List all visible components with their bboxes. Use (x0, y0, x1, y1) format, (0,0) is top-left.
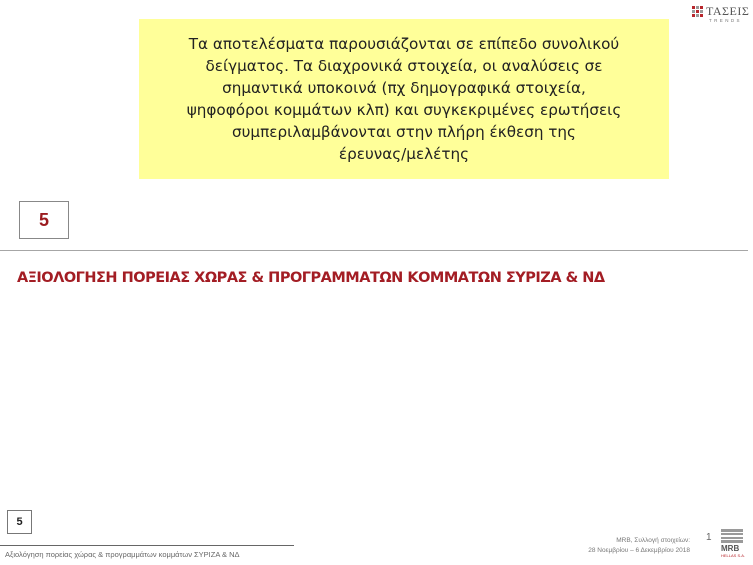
note-box (139, 19, 669, 179)
note-line: δείγματος. Τα διαχρονικά στοιχεία, οι αναλύσεις σε (205, 57, 603, 75)
section-title: ΑΞΙΟΛΟΓΗΣΗ ΠΟΡΕΙΑΣ ΧΩΡΑΣ & ΠΡΟΓΡΑΜΜΑΤΩΝ ΚΟΜΜΑΤΩΝ ΣΥΡΙΖΑ & ΝΔ (17, 270, 605, 286)
footer-title: Αξιολόγηση πορείας χώρας & προγραμμάτων κομμάτων ΣΥΡΙΖΑ & ΝΔ (5, 550, 240, 559)
note-line: έρευνας/μελέτης (338, 145, 470, 163)
note-line: Τα αποτελέσματα παρουσιάζονται σε επίπεδο συνολικού (188, 35, 620, 53)
logo-name: ΤΑΣΕΙΣ (706, 4, 750, 18)
footer-source-line2: 28 Νοεμβρίου – 6 Δεκεμβρίου 2018 (588, 547, 690, 554)
section-number-box (19, 201, 69, 239)
page-number: 1 (706, 532, 712, 543)
tasis-trends-logo (692, 4, 750, 26)
note-line: σημαντικά υποκοινά (πχ δημογραφικά στοιχεία, (222, 79, 586, 97)
logo-sub: TRENDS (709, 18, 742, 23)
footer-source (588, 536, 690, 556)
footer-divider (0, 545, 294, 546)
note-line: συμπεριλαμβάνονται στην πλήρη έκθεση της (232, 123, 576, 141)
mrb-logo (721, 529, 747, 561)
mrb-bars-icon (721, 529, 743, 543)
section-number-small-box (7, 510, 32, 534)
mrb-name: MRB (721, 544, 740, 553)
note-line: ψηφοφόροι κομμάτων κλπ) και συγκεκριμένες ερωτήσεις (186, 101, 622, 119)
section-divider (0, 250, 748, 251)
footer-source-line1: MRB, Συλλογή στοιχείων: (616, 537, 690, 544)
note-text (187, 33, 622, 165)
logo-grid-icon (692, 6, 704, 18)
section-number-small: 5 (16, 516, 23, 528)
mrb-sub: HELLAS S.A. (721, 553, 746, 558)
section-number: 5 (38, 209, 49, 230)
